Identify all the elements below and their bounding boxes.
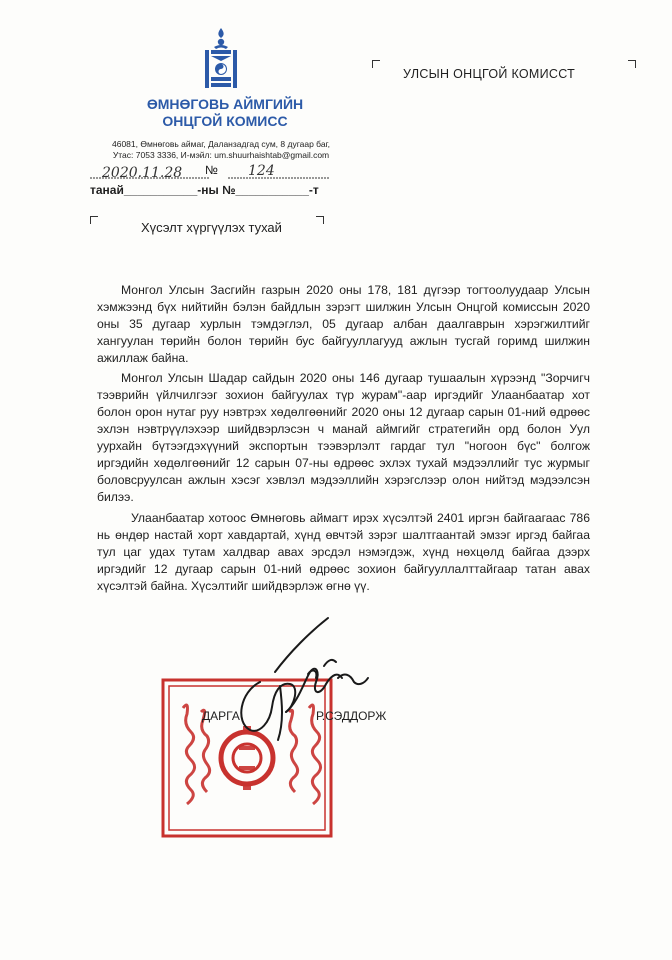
letter-body [97,282,590,598]
subject: Хүсэлт хүргүүлэх тухай [141,220,282,235]
handwritten-number: 124 [248,163,275,179]
recipient: УЛСЫН ОНЦГОЙ КОМИССТ [403,67,576,81]
address-line2: Утас: 7053 3336, И-мэйл: um.shuurhaishtab@gmail.com [112,150,330,160]
org-name-line1: ӨМНӨГОВЬ АЙМГИЙН [146,96,304,112]
signatory-name: Р.СЭДДОРЖ [316,709,387,723]
subject-corner-left [90,216,98,224]
org-name [120,96,330,130]
reference-underline [90,177,330,181]
org-name-line2: ОНЦГОЙ КОМИСС [162,113,288,129]
body-paragraph-3: Улаанбаатар хотоос Өмнөговь аймагт ирэх хүсэлтэй 2401 иргэн байгаагаас 786 нь өндөр настай хорт хавдартай, хүнд өвчтэй зэрэг шалтгаантай эмзэг иргэд байгаа тул цаг удах тутам халдвар авах эрсдэл нэмэгдэж, хүнд нөхцөлд байгаа дээрх иргэдийг 12 дугаар сарын 01-ний өдрөөс зохион байгууллалттайгаар татан авах хүсэлтэй байна. Хүсэлтийг шийдвэрлэж өгнө үү. [97,511,590,593]
org-address [96,139,346,161]
recipient-corner-left [372,60,380,68]
handwritten-date: 2020.11.28 [102,165,183,181]
body-paragraph-1: Монгол Улсын Засгийн газрын 2020 оны 178, 181 дүгээр тогтоолуудаар Улсын хэмжээнд бүх нийтийн бэлэн байдлын зэрэгт шилжин Улсын Онцгой комиссын 2020 оны 35 дугаар хурлын тэмдэглэл, 05 дугаар албан даалгаврын хэрэгжилтийг хангуулан төрийн болон төрийн бус байгууллагууд ажлын тусгай горимд шилжин ажиллаж байна. [97,283,590,365]
reference-line: танай___________-ны №___________-т [90,183,319,197]
number-label: № [205,163,218,177]
recipient-corner-right [628,60,636,68]
body-paragraph-2: Монгол Улсын Шадар сайдын 2020 оны 146 дугаар тушаалын хүрээнд "Зорчигч тээврийн үйлчилгээг зохион байгуулах түр журам"-аар иргэдийг Улаанбаатар хот болон орон нутаг руу нэвтрэх хөдөлгөөнийг 2020 оны 12 дугаар сарын 01-ний өдрөөс эхлэн нэвтрүүлэхээр шийдвэрлэсэн ч манай аймгийг стратегийн орд болон Уул уурхайн бүтээгдэхүүний экспортын тээвэрлэлт гардаг тул "ногоон бүс" болгож иргэдийн хөдөлгөөнийг 12 сарын 07-ны өдрөөс эхлэх тухай мэдээллийг тус журмыг боловсруулсан ажлын хэсэг хэвлэл мэдээллийн хэрэгслээр олон нийтэд мэдээлсэн билээ. [97,371,590,504]
subject-corner-right [316,216,324,224]
handwritten-signature-icon [220,612,370,742]
address-line1: 46081, Өмнөговь аймаг, Даланзадгад сум, 8 дугаар баг, [112,139,330,149]
soyombo-emblem-icon [201,28,241,90]
signatory-title: ДАРГА [202,709,240,723]
